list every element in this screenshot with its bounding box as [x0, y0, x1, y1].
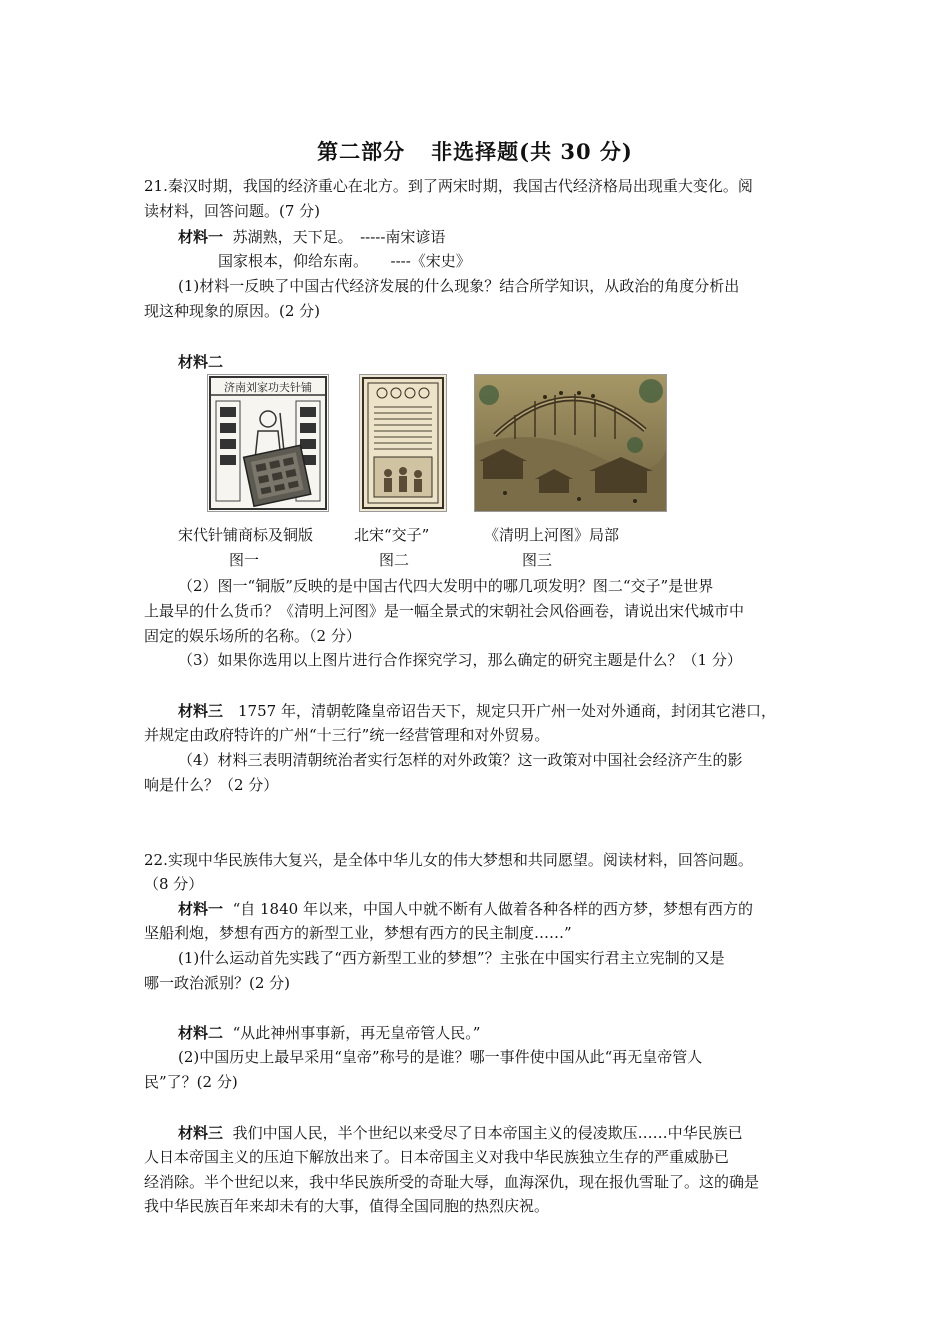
material-label: 材料三	[178, 1124, 224, 1142]
trademark-title: 济南刘家功夫针铺	[224, 381, 312, 394]
material-label: 材料二	[178, 1024, 224, 1042]
figure-3-image	[474, 374, 667, 512]
material-text: “自 1840 年以来，中国人中就不断有人做着各种各样的西方梦，梦想有西方的	[232, 900, 753, 918]
q22-material-3	[178, 1123, 743, 1143]
q21-material-2-label: 材料二	[178, 353, 224, 371]
q21-material-3	[178, 701, 776, 721]
figure-2-image	[359, 374, 447, 512]
q21-question-4-line-2: 响是什么？（2 分）	[144, 776, 279, 794]
figure-1-caption: 宋代针铺商标及铜版	[178, 526, 314, 544]
section-title-label: 非选择题(共 30 分)	[431, 139, 633, 164]
q21-question-2-line-2: 上最早的什么货币？《清明上河图》是一幅全景式的宋朝社会风俗画卷，请说出宋代城市中	[144, 602, 745, 620]
q21-question-3: （3）如果你选用以上图片进行合作探究学习，那么确定的研究主题是什么？（1 分）	[178, 651, 742, 669]
q21-question-1-line-2: 现这种现象的原因。(2 分)	[144, 302, 321, 320]
q22-material-1-line-2: 坚船利炮，梦想有西方的新型工业，梦想有西方的民主制度……”	[144, 924, 572, 942]
q22-question-1-line-2: 哪一政治派别？(2 分)	[144, 974, 291, 992]
material-text: “从此神州事事新，再无皇帝管人民。”	[232, 1024, 481, 1042]
q22-question-1-line-1: (1)什么运动首先实践了“西方新型工业的梦想”？主张在中国实行君主立宪制的又是	[178, 949, 725, 967]
q21-question-1-line-1: (1)材料一反映了中国古代经济发展的什么现象？结合所学知识，从政治的角度分析出	[178, 277, 740, 295]
q21-material-1	[178, 227, 445, 247]
qingming-painting-illustration	[475, 375, 666, 511]
q21-stem-line-2: 读材料，回答问题。(7 分)	[144, 202, 321, 220]
q22-material-3-line-2: 人日本帝国主义的压迫下解放出来了。日本帝国主义对我中华民族独立生存的严重威胁已	[144, 1148, 730, 1166]
material-text: 我们中国人民，半个世纪以来受尽了日本帝国主义的侵凌欺压……中华民族已	[232, 1124, 743, 1142]
q21-material-1-line-2: 国家根本，仰给东南。 ----《宋史》	[218, 252, 471, 270]
q22-question-2-line-2: 民”了？(2 分)	[144, 1073, 238, 1091]
q22-material-1	[178, 899, 753, 919]
figure-2-number: 图二	[379, 551, 410, 569]
q22-material-3-line-4: 我中华民族百年来却未有的大事，值得全国同胞的热烈庆祝。	[144, 1197, 550, 1215]
figure-1-number: 图一	[229, 551, 260, 569]
q21-stem-line-1: 21.秦汉时期，我国的经济重心在北方。到了两宋时期，我国古代经济格局出现重大变化。阅	[144, 177, 753, 195]
q22-material-2	[178, 1023, 480, 1043]
q22-stem-line-1: 22.实现中华民族伟大复兴，是全体中华儿女的伟大梦想和共同愿望。阅读材料，回答问题。	[144, 851, 753, 869]
figure-3-number: 图三	[522, 551, 553, 569]
q21-material-3-line-2: 并规定由政府特许的广州“十三行”统一经营管理和对外贸易。	[144, 726, 550, 744]
section-title	[0, 136, 950, 166]
q21-question-2-line-1: （2）图一“铜版”反映的是中国古代四大发明中的哪几项发明？图二“交子”是世界	[178, 577, 714, 595]
figure-1-image	[207, 374, 329, 512]
figure-3-caption: 《清明上河图》局部	[484, 526, 620, 544]
jiaozi-banknote-illustration	[360, 375, 446, 511]
q22-question-2-line-1: (2)中国历史上最早采用“皇帝”称号的是谁？哪一事件使中国从此“再无皇帝管人	[178, 1048, 703, 1066]
material-label: 材料一	[178, 900, 224, 918]
section-title-part: 第二部分	[317, 139, 406, 164]
q22-material-3-line-3: 经消除。半个世纪以来，我中华民族所受的奇耻大辱，血海深仇，现在报仇雪耻了。这的确是	[144, 1173, 760, 1191]
q22-stem-line-2: （8 分）	[144, 875, 204, 893]
figure-2-caption: 北宋“交子”	[354, 526, 430, 544]
material-label: 材料一	[178, 228, 224, 246]
material-label: 材料三	[178, 702, 224, 720]
q21-question-2-line-3: 固定的娱乐场所的名称。（2 分）	[144, 627, 361, 645]
material-text: 苏湖熟，天下足。 -----南宋谚语	[232, 228, 446, 246]
material-text: 1757 年，清朝乾隆皇帝诏告天下，规定只开广州一处对外通商，封闭其它港口，	[223, 702, 776, 720]
copper-plate-illustration	[208, 375, 328, 511]
q21-question-4-line-1: （4）材料三表明清朝统治者实行怎样的对外政策？这一政策对中国社会经济产生的影	[178, 751, 743, 769]
